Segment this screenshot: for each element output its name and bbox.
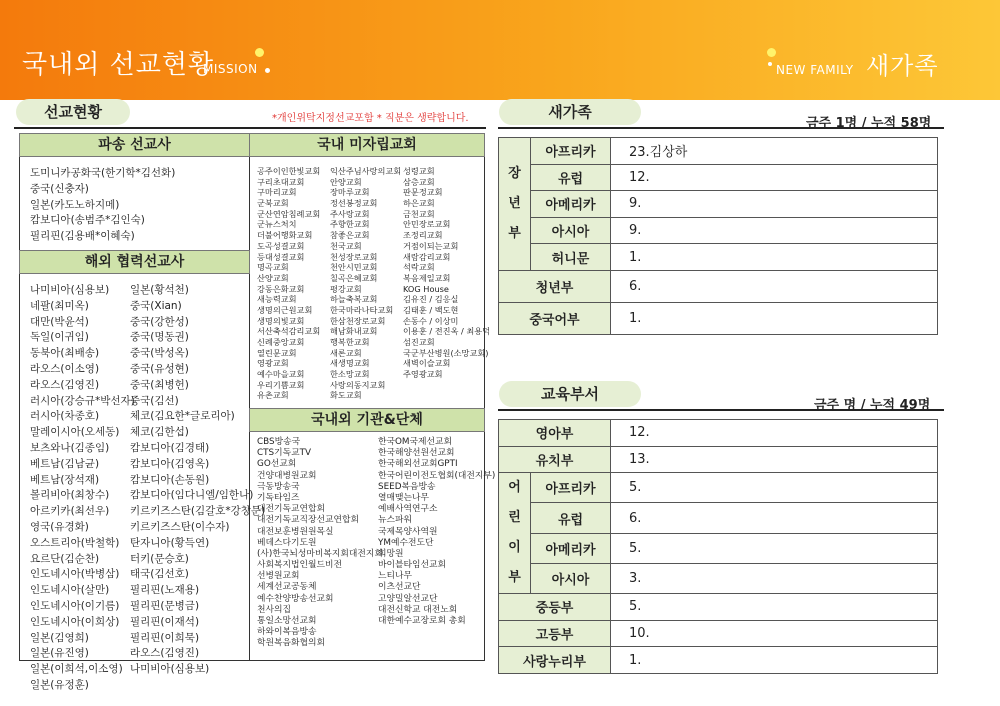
row-label: 영아부 [499, 420, 611, 447]
education-row [499, 563, 938, 593]
row-value: 1. [611, 647, 938, 674]
missionary-item: 라오스(이소영) [30, 362, 100, 375]
header-banner [0, 0, 1000, 100]
church-item: 한삼천장로교회 [330, 315, 386, 326]
newfamily-subtitle: NEW FAMILY [776, 63, 854, 77]
row-label: 청년부 [499, 270, 611, 302]
agency-item: 대전보훈병원원목실 [257, 526, 334, 537]
agency-item: 국제목양사역원 [378, 526, 438, 537]
church-item: 석락교회 [403, 262, 435, 273]
agency-item: 통일소망선교회 [257, 616, 317, 626]
agency-item: 극동방송국 [257, 481, 300, 492]
missionary-item: 볼리비아(최창수) [30, 489, 110, 502]
decor-dot [768, 62, 772, 66]
church-item: 거점이되는교회 [403, 240, 459, 251]
row-label: 아시아 [531, 563, 611, 593]
domestic-church-header: 국내 미자립교회 [249, 133, 485, 157]
missionary-item: 터키(문승호) [130, 552, 189, 565]
church-item: 천안시민교회 [330, 262, 378, 273]
decor-dot [255, 48, 264, 57]
church-item: 정선봉정교회 [330, 198, 378, 209]
row-value: 9. [611, 191, 938, 218]
church-item: 강동은화교회 [257, 283, 305, 294]
row-value: 5. [611, 533, 938, 563]
missionary-item: 인도네시아(이기름) [30, 599, 120, 612]
row-value: 6. [611, 503, 938, 533]
row-label: 중등부 [499, 594, 611, 621]
group-label-char: 장 [508, 165, 521, 181]
church-item: 공주이인한빛교회 [257, 166, 321, 176]
church-item: 국군부산병원(소망교회) [403, 347, 489, 358]
agency-item: 천사의집 [257, 604, 291, 615]
agency-item: (사)한국뇌성마비복지회대전지회 [257, 548, 383, 559]
missionary-item: 탄자니아(황득연) [130, 536, 210, 549]
missionary-item: 요르단(김순찬) [30, 552, 100, 565]
church-item: 새론교회 [330, 347, 362, 358]
church-item: 사랑의동지교회 [330, 379, 386, 390]
church-item: 장마루교회 [330, 187, 370, 198]
church-item: 판문정교회 [403, 187, 443, 198]
missionary-item: 중국(Xian) [130, 299, 182, 312]
church-item: 한소망교회 [330, 369, 370, 380]
agency-item: 세계선교공동체 [257, 582, 317, 593]
missionary-item: 일본(유진영) [30, 647, 89, 660]
row-value: 12. [611, 164, 938, 191]
missionary-item: 중국(명동권) [130, 331, 189, 344]
missionary-item: 베트남(김남균) [30, 457, 100, 470]
agency-item: 바이블타임선교회 [378, 560, 446, 571]
church-item: 안민장로교회 [403, 219, 451, 230]
church-item: 명곡교회 [257, 262, 289, 273]
row-label: 유럽 [531, 164, 611, 191]
missionary-item: 말레이시아(오세동) [30, 426, 120, 439]
church-item: 군뉴스처치 [257, 219, 297, 230]
row-label: 고등부 [499, 620, 611, 647]
education-row [499, 647, 938, 674]
agency-item: 느티나무 [378, 571, 412, 582]
group-label-char: 부 [508, 570, 521, 586]
church-item: 산양교회 [257, 272, 289, 283]
missionary-item: 인도네시아(살만) [30, 584, 110, 597]
missionary-item: 체코(김요한*글로리아) [130, 410, 235, 423]
decor-dot [265, 68, 270, 73]
newfamily-summary: 금주 1명 / 누적 58명 [806, 116, 932, 131]
row-label: 아프리카 [531, 138, 611, 165]
church-item: 새람감리교회 [403, 251, 451, 262]
agency-item: YM예수전도단 [378, 537, 434, 548]
mission-section-rule [14, 127, 486, 129]
church-item: 칠곡은혜교회 [330, 272, 378, 283]
row-value: 23.김상하 [611, 138, 938, 165]
agency-item: 건양대병원교회 [257, 470, 317, 481]
missionary-item: 베트남(장석재) [30, 473, 100, 486]
group-label-char: 어 [508, 480, 521, 496]
row-value: 5. [611, 473, 938, 503]
agency-item: 학원복음화협의회 [257, 638, 325, 649]
education-row [499, 473, 938, 503]
agency-item: SEED복음방송 [378, 481, 436, 492]
missionary-item: 동북아(최배송) [30, 347, 100, 360]
education-row [499, 533, 938, 563]
education-row [499, 446, 938, 473]
missionary-item: 캄보디아(임다니엘/임한나) [130, 489, 254, 502]
missionary-item: 중국(김선) [130, 394, 179, 407]
education-row [499, 503, 938, 533]
row-value: 6. [611, 270, 938, 302]
church-item: 생명의빛교회 [257, 315, 305, 326]
agency-item: 예배사역연구소 [378, 504, 438, 515]
missionary-item: 라오스(김영진) [130, 647, 200, 660]
row-label: 아프리카 [531, 473, 611, 503]
agency-item: 희망원 [378, 548, 404, 559]
education-group-label [499, 473, 531, 594]
mission-title: 국내외 선교현황 [22, 50, 215, 80]
education-row [499, 620, 938, 647]
row-label: 사랑누리부 [499, 647, 611, 674]
missionary-item: 아르키카(최선우) [30, 505, 110, 518]
row-label: 유치부 [499, 446, 611, 473]
missionary-item: 중국(박성옥) [130, 347, 189, 360]
domestic-list-col2 [330, 166, 401, 401]
education-row [499, 594, 938, 621]
overseas-list-col2 [130, 283, 265, 678]
missionary-item: 나미비아(심용보) [30, 284, 110, 296]
missionary-item: 필리핀(이희묵) [130, 631, 200, 644]
agency-item: 하와이복음방송 [257, 627, 317, 638]
missionary-item: 필리핀(이재석) [130, 615, 200, 628]
church-item: 서산축석감리교회 [257, 326, 321, 337]
agencies-header: 국내외 기관&단체 [249, 408, 485, 432]
newfamily-section-pill: 새가족 [499, 99, 641, 125]
agency-item: CTS기독교TV [257, 448, 311, 459]
church-item: 군산연암침례교회 [257, 208, 321, 219]
agency-item: 이츠선교단 [378, 582, 421, 593]
missionary-item: 인도네시아(박병삼) [30, 568, 120, 581]
row-value: 1. [611, 302, 938, 334]
row-value: 10. [611, 620, 938, 647]
church-item: 우리기쁨교회 [257, 379, 305, 390]
missionary-item: 일본(이희석,이소영) [30, 663, 123, 676]
church-item: 주사랑교회 [330, 208, 370, 219]
agency-item: 예수찬양방송선교회 [257, 593, 334, 604]
domestic-list-col1 [257, 166, 320, 401]
group-label-char: 린 [508, 510, 521, 526]
church-item: 새벽이슬교회 [403, 358, 451, 369]
overseas-missionary-header: 해외 협력선교사 [19, 250, 250, 274]
agency-item: 한국해외선교회GPTI [378, 459, 458, 470]
church-item: 주향한교회 [330, 219, 370, 230]
church-item: 익산주님사랑의교회 [330, 166, 402, 176]
church-item: 김태훈 / 백도현 [403, 304, 459, 315]
church-item: 한국마라나타교회 [330, 304, 394, 315]
mission-section-pill: 선교현황 [16, 99, 130, 125]
newfamily-title: 새가족 [866, 52, 939, 80]
missionary-item: 라오스(김영진) [30, 378, 100, 391]
agency-item: 한국해양선원선교회 [378, 448, 455, 459]
missionary-item: 보츠와나(김종임) [30, 441, 110, 454]
church-item: 성령교회 [403, 166, 435, 176]
agency-item: 사회복지법인월드비전 [257, 560, 342, 571]
newfamily-row [499, 164, 938, 191]
missionary-item: 필리핀(김용배*이혜숙) [30, 230, 135, 243]
row-label: 아메리카 [531, 533, 611, 563]
missionary-item: 중국(강한성) [130, 315, 189, 328]
agency-item: 한국어린이전도협회(대전지부) [378, 470, 496, 481]
church-item: 복음제일교회 [403, 272, 451, 283]
missionary-item: 일본(황석천) [130, 284, 189, 296]
missionary-item: 일본(김영희) [30, 631, 89, 644]
row-value: 9. [611, 217, 938, 244]
church-item: 행복한교회 [330, 337, 370, 347]
missionary-item: 영국(유경화) [30, 520, 89, 533]
missionary-item: 오스트리아(박철학) [30, 536, 120, 549]
newfamily-row [499, 191, 938, 218]
missionary-item: 러시아(강승규*박선자) [30, 394, 135, 407]
missionary-item: 필리핀(노재용) [130, 584, 200, 597]
row-label: 아시아 [531, 217, 611, 244]
missionary-item: 대만(박윤석) [30, 315, 89, 328]
missionary-item: 태국(김선호) [130, 568, 189, 581]
church-item: 하늘축복교회 [330, 294, 378, 305]
missionary-item: 키르키즈스탄(이수자) [130, 520, 230, 533]
newfamily-row [499, 270, 938, 302]
newfamily-row [499, 138, 938, 165]
education-section-pill: 교육부서 [499, 381, 641, 407]
church-item: 참좋은교회 [330, 230, 370, 241]
row-value: 1. [611, 244, 938, 271]
church-item: 화도교회 [330, 390, 362, 401]
agency-item: 뉴스파워 [378, 515, 412, 526]
agency-item: CBS방송국 [257, 437, 301, 447]
missionary-item: 일본(카도노하지메) [30, 198, 120, 211]
missionary-item: 나미비아(심용보) [130, 663, 210, 676]
church-item: 김유진 / 김응실 [403, 294, 459, 305]
church-item: 삼층교회 [403, 176, 435, 187]
group-label-char: 년 [508, 195, 521, 211]
church-item: 천국교회 [330, 240, 362, 251]
missionary-item: 네팔(최미옥) [30, 299, 89, 312]
agency-item: 대전신학교 대전노회 [378, 604, 458, 615]
row-value: 3. [611, 563, 938, 593]
missionary-item: 인도네시아(이희상) [30, 615, 120, 628]
missionary-item: 캄보디아(김영옥) [130, 457, 210, 470]
church-item: 유촌교회 [257, 390, 289, 401]
agency-item: 대한예수교장로회 총회 [378, 616, 466, 626]
missionary-item: 중국(유성현) [130, 362, 189, 375]
row-label: 중국어부 [499, 302, 611, 334]
row-label: 유럽 [531, 503, 611, 533]
church-item: 새능력교회 [257, 294, 297, 305]
missionary-item: 체코(김한섭) [130, 426, 189, 439]
church-item: KOG House [403, 283, 449, 294]
church-item: 평강교회 [330, 283, 362, 294]
church-item: 예수마을교회 [257, 369, 305, 380]
missionary-item: 필리핀(문병금) [130, 599, 200, 612]
decor-dot [767, 48, 776, 57]
agency-item: 기독타임즈 [257, 492, 300, 503]
newfamily-row [499, 302, 938, 334]
agency-item: 선병원교회 [257, 571, 300, 582]
church-item: 새생명교회 [330, 358, 370, 369]
newfamily-row [499, 244, 938, 271]
agency-item: 고양밀알선교단 [378, 593, 438, 604]
agency-item: 대전기독교연합회 [257, 504, 325, 515]
row-value: 13. [611, 446, 938, 473]
missionary-item: 캄보디아(김경태) [130, 441, 210, 454]
overseas-list-col1 [30, 283, 135, 694]
newfamily-group-label [499, 138, 531, 271]
church-item: 도곡성결교회 [257, 240, 305, 251]
education-table [498, 419, 938, 674]
church-item: 손동수 / 이상미 [403, 315, 459, 326]
church-item: 구리초대교회 [257, 176, 305, 187]
row-value: 12. [611, 420, 938, 447]
mission-note: *개인위탁지정선교포함 * 직분은 생략합니다. [272, 113, 469, 124]
church-item: 섬진교회 [403, 337, 435, 347]
missionary-item: 캄보디아(송범주*김인숙) [30, 214, 145, 227]
education-row [499, 420, 938, 447]
missionary-item: 키르키즈스탄(김갈호*강창문) [130, 505, 266, 518]
domestic-list-col3 [403, 166, 490, 380]
row-label: 허니문 [531, 244, 611, 271]
agencies-list-col2 [378, 437, 495, 627]
sent-missionary-header: 파송 선교사 [19, 133, 250, 157]
agencies-list-col1 [257, 437, 383, 650]
group-label-char: 이 [508, 540, 521, 556]
row-label: 아메리카 [531, 191, 611, 218]
missionary-item: 일본(유정훈) [30, 678, 89, 691]
church-item: 등대성결교회 [257, 251, 305, 262]
church-item: 조정리교회 [403, 230, 443, 241]
missionary-item: 독일(이귀임) [30, 331, 89, 344]
church-item: 구마리교회 [257, 187, 297, 198]
newfamily-row [499, 217, 938, 244]
church-item: 열린문교회 [257, 347, 297, 358]
missionary-item: 캄보디아(손동원) [130, 473, 210, 486]
row-value: 5. [611, 594, 938, 621]
church-item: 금천교회 [403, 208, 435, 219]
agency-item: 베데스다기도원 [257, 537, 317, 548]
church-item: 군북교회 [257, 198, 289, 209]
church-item: 하은교회 [403, 198, 435, 209]
sent-missionary-list [30, 166, 175, 245]
missionary-item: 러시아(차종호) [30, 410, 100, 423]
education-summary: 금주 명 / 누적 49명 [814, 398, 931, 413]
church-item: 안양교회 [330, 176, 362, 187]
church-item: 신례중앙교회 [257, 337, 305, 347]
missionary-item: 중국(신충자) [30, 182, 89, 195]
agency-item: 열매맺는나무 [378, 492, 429, 503]
agency-item: 한국OM국제선교회 [378, 437, 452, 447]
church-item: 천성장로교회 [330, 251, 378, 262]
agency-item: 대전기독교직장선교연합회 [257, 515, 359, 526]
church-item: 생명의근원교회 [257, 304, 313, 315]
missionary-item: 중국(최병헌) [130, 378, 189, 391]
missionary-item: 도미니카공화국(한기학*김선화) [30, 167, 176, 179]
mission-subtitle: MISSION [203, 62, 258, 76]
church-item: 주영광교회 [403, 369, 443, 380]
church-item: 해남화내교회 [330, 326, 378, 337]
church-item: 더불어행화교회 [257, 230, 313, 241]
newfamily-table [498, 137, 938, 335]
agency-item: GO선교회 [257, 459, 297, 470]
church-item: 영광교회 [257, 358, 289, 369]
group-label-char: 부 [508, 225, 521, 241]
church-item: 이용훈 / 전진옥 / 최용덕 [403, 326, 491, 337]
